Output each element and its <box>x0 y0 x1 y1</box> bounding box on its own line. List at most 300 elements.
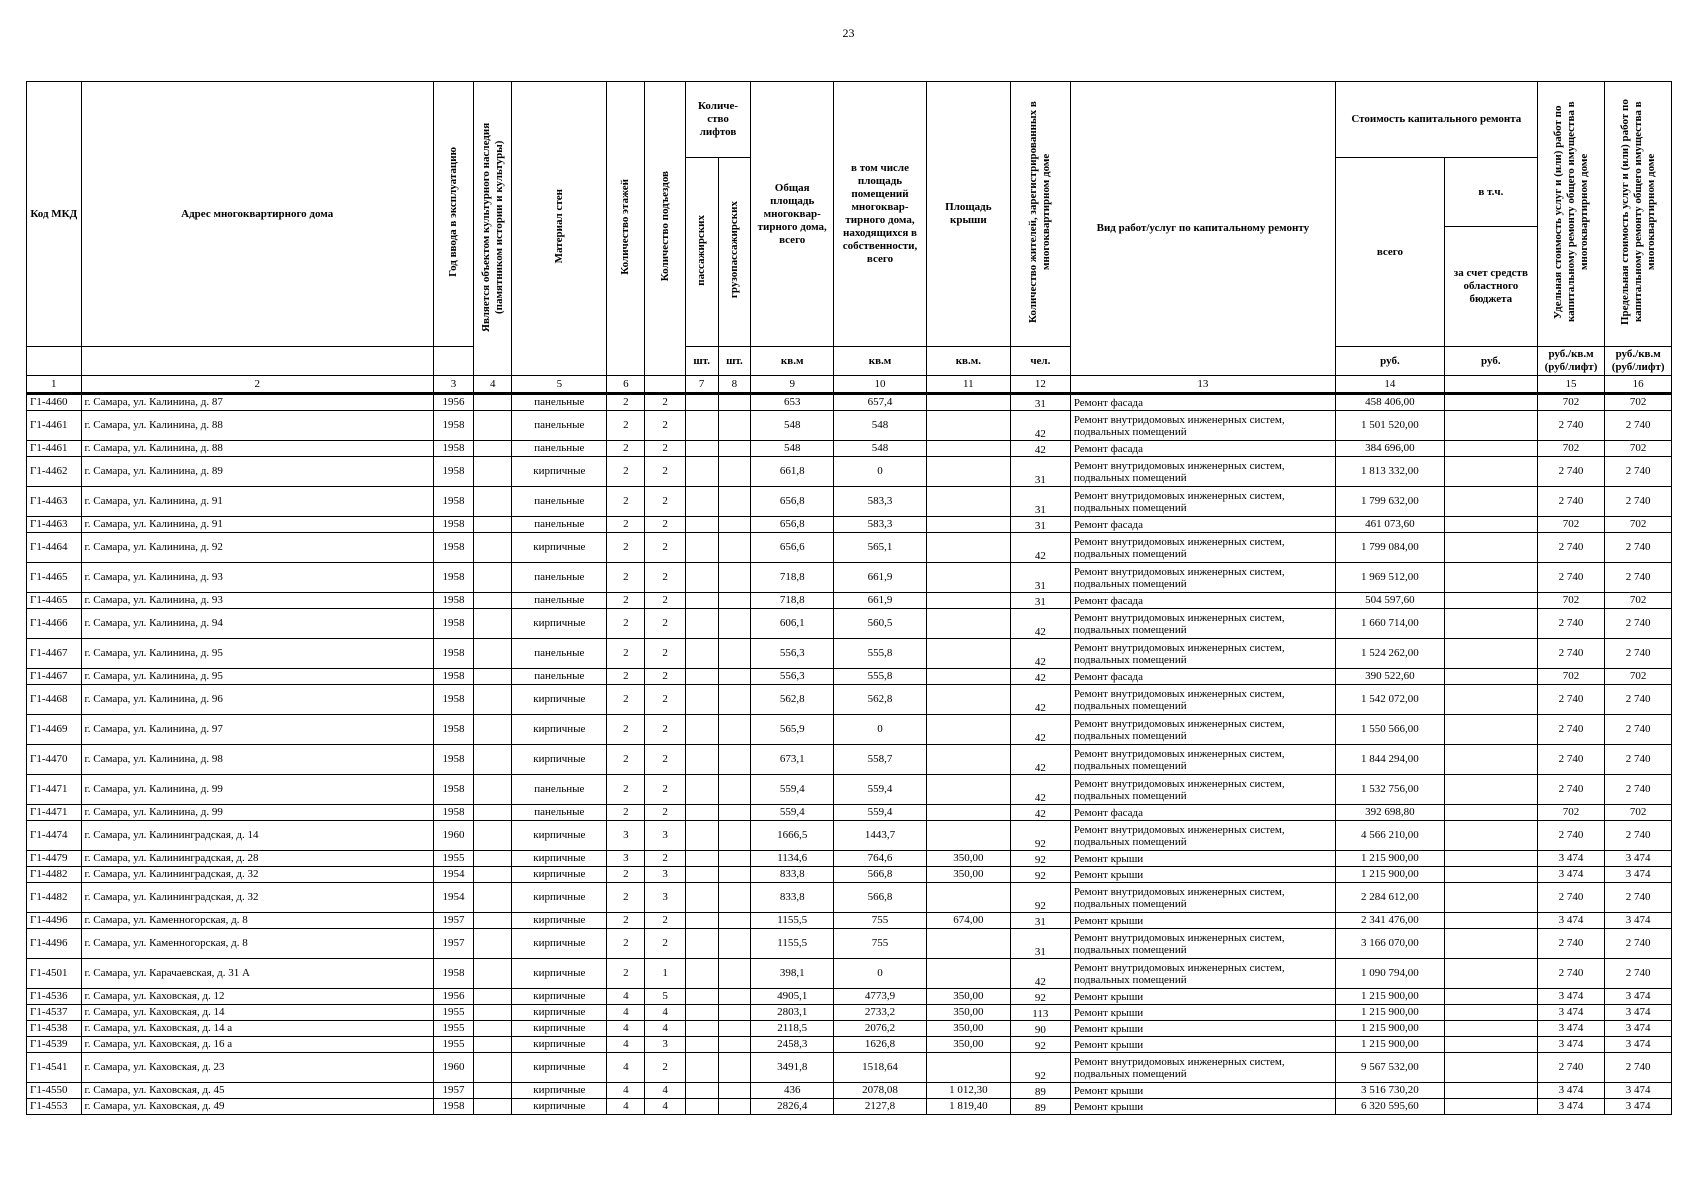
cell-wall: кирпичные <box>512 715 607 745</box>
cell-heritage <box>474 533 512 563</box>
cell-residents: 31 <box>1010 563 1070 593</box>
cell-year: 1958 <box>433 609 473 639</box>
cell-wall: кирпичные <box>512 851 607 867</box>
cell-code: Г1-4470 <box>27 745 82 775</box>
cell-max-cost: 3 474 <box>1605 989 1672 1005</box>
cell-lifts-cargo <box>718 517 751 533</box>
cell-residents: 31 <box>1010 929 1070 959</box>
cell-wall: кирпичные <box>512 1099 607 1115</box>
cell-work-type: Ремонт внутридомовых инженерных систем, подвальных помещений <box>1070 821 1335 851</box>
cell-address: г. Самара, ул. Калинина, д. 94 <box>81 609 433 639</box>
cell-area-owned: 2127,8 <box>834 1099 927 1115</box>
cell-residents: 31 <box>1010 913 1070 929</box>
cell-work-type: Ремонт внутридомовых инженерных систем, подвальных помещений <box>1070 1053 1335 1083</box>
cell-cost-regional <box>1444 517 1537 533</box>
cell-lifts-cargo <box>718 1099 751 1115</box>
cell-work-type: Ремонт внутридомовых инженерных систем, подвальных помещений <box>1070 609 1335 639</box>
cell-lifts-pass <box>685 821 718 851</box>
cell-code: Г1-4461 <box>27 441 82 457</box>
cell-lifts-pass <box>685 913 718 929</box>
cell-area-total: 3491,8 <box>751 1053 834 1083</box>
cell-lifts-pass <box>685 563 718 593</box>
cell-area-owned: 2733,2 <box>834 1005 927 1021</box>
cell-entrances: 2 <box>645 411 685 441</box>
cell-area-total: 718,8 <box>751 593 834 609</box>
cell-area-total: 1666,5 <box>751 821 834 851</box>
cell-roof-area <box>926 883 1010 913</box>
cell-floors: 2 <box>607 745 645 775</box>
cell-code: Г1-4539 <box>27 1037 82 1053</box>
column-number: 16 <box>1605 376 1672 394</box>
cell-entrances: 2 <box>645 487 685 517</box>
cell-floors: 2 <box>607 929 645 959</box>
cell-area-owned: 755 <box>834 929 927 959</box>
cell-floors: 2 <box>607 487 645 517</box>
cell-lifts-pass <box>685 669 718 685</box>
cell-area-owned: 560,5 <box>834 609 927 639</box>
cell-address: г. Самара, ул. Калинина, д. 87 <box>81 394 433 411</box>
cell-lifts-cargo <box>718 457 751 487</box>
cell-residents: 42 <box>1010 411 1070 441</box>
cell-heritage <box>474 1005 512 1021</box>
cell-max-cost: 3 474 <box>1605 913 1672 929</box>
cell-unit-cost: 2 740 <box>1537 959 1605 989</box>
cell-code: Г1-4474 <box>27 821 82 851</box>
cell-entrances: 2 <box>645 715 685 745</box>
cell-cost-total: 1 813 332,00 <box>1335 457 1444 487</box>
unit-sqm: кв.м <box>834 347 927 376</box>
cell-max-cost: 3 474 <box>1605 1037 1672 1053</box>
cell-residents: 92 <box>1010 883 1070 913</box>
cell-heritage <box>474 563 512 593</box>
cell-heritage <box>474 805 512 821</box>
cell-roof-area <box>926 1053 1010 1083</box>
cell-cost-regional <box>1444 883 1537 913</box>
cell-floors: 4 <box>607 1053 645 1083</box>
cell-code: Г1-4501 <box>27 959 82 989</box>
cell-max-cost: 3 474 <box>1605 1083 1672 1099</box>
cell-lifts-cargo <box>718 1053 751 1083</box>
cell-year: 1957 <box>433 929 473 959</box>
cell-area-owned: 559,4 <box>834 805 927 821</box>
cell-code: Г1-4467 <box>27 639 82 669</box>
cell-area-total: 656,8 <box>751 487 834 517</box>
cell-cost-regional <box>1444 441 1537 457</box>
table-row <box>27 805 1672 821</box>
cell-roof-area <box>926 533 1010 563</box>
cell-work-type: Ремонт внутридомовых инженерных систем, подвальных помещений <box>1070 457 1335 487</box>
cell-heritage <box>474 441 512 457</box>
cell-area-total: 4905,1 <box>751 989 834 1005</box>
cell-address: г. Самара, ул. Калинина, д. 99 <box>81 775 433 805</box>
cell-area-total: 833,8 <box>751 883 834 913</box>
cell-cost-regional <box>1444 1099 1537 1115</box>
table-row <box>27 1037 1672 1053</box>
cell-entrances: 4 <box>645 1099 685 1115</box>
cell-floors: 4 <box>607 1037 645 1053</box>
cell-year: 1954 <box>433 867 473 883</box>
cell-address: г. Самара, ул. Калинина, д. 99 <box>81 805 433 821</box>
column-number: 15 <box>1537 376 1605 394</box>
cell-unit-cost: 702 <box>1537 517 1605 533</box>
cell-code: Г1-4460 <box>27 394 82 411</box>
header-code: Код МКД <box>27 82 82 347</box>
cell-max-cost: 702 <box>1605 441 1672 457</box>
cell-max-cost: 2 740 <box>1605 775 1672 805</box>
cell-area-owned: 559,4 <box>834 775 927 805</box>
header-address: Адрес многоквартирного дома <box>81 82 433 347</box>
table-row <box>27 775 1672 805</box>
cell-floors: 4 <box>607 1083 645 1099</box>
cell-entrances: 2 <box>645 913 685 929</box>
cell-entrances: 5 <box>645 989 685 1005</box>
cell-lifts-pass <box>685 883 718 913</box>
cell-entrances: 4 <box>645 1021 685 1037</box>
cell-wall: кирпичные <box>512 685 607 715</box>
cell-year: 1957 <box>433 1083 473 1099</box>
cell-unit-cost: 702 <box>1537 669 1605 685</box>
cell-lifts-cargo <box>718 929 751 959</box>
table-row <box>27 685 1672 715</box>
cell-area-owned: 1518,64 <box>834 1053 927 1083</box>
cell-cost-regional <box>1444 1005 1537 1021</box>
cell-address: г. Самара, ул. Каховская, д. 14 <box>81 1005 433 1021</box>
page-number: 23 <box>842 26 855 40</box>
cell-year: 1958 <box>433 745 473 775</box>
cell-floors: 4 <box>607 1021 645 1037</box>
cell-entrances: 2 <box>645 593 685 609</box>
cell-wall: кирпичные <box>512 959 607 989</box>
cell-heritage <box>474 959 512 989</box>
cell-area-total: 565,9 <box>751 715 834 745</box>
cell-unit-cost: 2 740 <box>1537 883 1605 913</box>
cell-year: 1958 <box>433 685 473 715</box>
cell-residents: 42 <box>1010 639 1070 669</box>
cell-address: г. Самара, ул. Каховская, д. 23 <box>81 1053 433 1083</box>
header-wall: Материал стен <box>512 82 607 376</box>
cell-roof-area <box>926 959 1010 989</box>
cell-entrances: 2 <box>645 441 685 457</box>
cell-lifts-cargo <box>718 851 751 867</box>
cell-lifts-pass <box>685 457 718 487</box>
cell-heritage <box>474 1053 512 1083</box>
cell-wall: кирпичные <box>512 1037 607 1053</box>
cell-area-owned: 1443,7 <box>834 821 927 851</box>
cell-heritage <box>474 929 512 959</box>
column-number: 7 <box>685 376 718 394</box>
table-row <box>27 609 1672 639</box>
cell-wall: панельные <box>512 639 607 669</box>
cell-heritage <box>474 394 512 411</box>
cell-address: г. Самара, ул. Калининградская, д. 32 <box>81 883 433 913</box>
cell-roof-area: 350,00 <box>926 867 1010 883</box>
cell-cost-regional <box>1444 593 1537 609</box>
cell-roof-area <box>926 593 1010 609</box>
cell-area-total: 548 <box>751 441 834 457</box>
cell-year: 1957 <box>433 913 473 929</box>
cell-area-owned: 661,9 <box>834 563 927 593</box>
cell-code: Г1-4482 <box>27 867 82 883</box>
cell-unit-cost: 3 474 <box>1537 1099 1605 1115</box>
cell-residents: 92 <box>1010 989 1070 1005</box>
cell-cost-total: 1 542 072,00 <box>1335 685 1444 715</box>
cell-cost-total: 1 501 520,00 <box>1335 411 1444 441</box>
cell-entrances: 2 <box>645 533 685 563</box>
table-row <box>27 821 1672 851</box>
cell-area-owned: 566,8 <box>834 883 927 913</box>
cell-work-type: Ремонт фасада <box>1070 593 1335 609</box>
cell-residents: 92 <box>1010 1037 1070 1053</box>
cell-lifts-pass <box>685 1021 718 1037</box>
cell-cost-total: 1 090 794,00 <box>1335 959 1444 989</box>
cell-wall: панельные <box>512 805 607 821</box>
cell-cost-regional <box>1444 609 1537 639</box>
cell-work-type: Ремонт фасада <box>1070 441 1335 457</box>
cell-wall: кирпичные <box>512 1005 607 1021</box>
unit-sqm: кв.м <box>751 347 834 376</box>
column-number: 2 <box>81 376 433 394</box>
cell-cost-total: 1 532 756,00 <box>1335 775 1444 805</box>
column-number: 3 <box>433 376 473 394</box>
table-row <box>27 989 1672 1005</box>
cell-floors: 2 <box>607 563 645 593</box>
cell-floors: 2 <box>607 685 645 715</box>
cell-address: г. Самара, ул. Калинина, д. 91 <box>81 517 433 533</box>
cell-code: Г1-4550 <box>27 1083 82 1099</box>
cell-work-type: Ремонт крыши <box>1070 851 1335 867</box>
cell-work-type: Ремонт внутридомовых инженерных систем, подвальных помещений <box>1070 929 1335 959</box>
cell-max-cost: 2 740 <box>1605 457 1672 487</box>
cell-unit-cost: 702 <box>1537 805 1605 821</box>
table-row <box>27 411 1672 441</box>
cell-address: г. Самара, ул. Каховская, д. 49 <box>81 1099 433 1115</box>
cell-lifts-cargo <box>718 1083 751 1099</box>
header-area-owned: в том числе площадь помещений многоквар-тирного дома, находящихся в собственности, всего <box>834 82 927 347</box>
cell-max-cost: 2 740 <box>1605 563 1672 593</box>
cell-area-owned: 755 <box>834 913 927 929</box>
cell-wall: панельные <box>512 487 607 517</box>
cell-heritage <box>474 609 512 639</box>
cell-heritage <box>474 517 512 533</box>
cell-lifts-cargo <box>718 805 751 821</box>
cell-roof-area <box>926 929 1010 959</box>
table-row <box>27 913 1672 929</box>
cell-wall: кирпичные <box>512 913 607 929</box>
cell-lifts-cargo <box>718 669 751 685</box>
cell-unit-cost: 2 740 <box>1537 1053 1605 1083</box>
table-row <box>27 533 1672 563</box>
cell-cost-total: 1 799 084,00 <box>1335 533 1444 563</box>
unit-rub-sqm: руб./кв.м (руб/лифт) <box>1605 347 1672 376</box>
cell-lifts-cargo <box>718 1037 751 1053</box>
table-row <box>27 1099 1672 1115</box>
cell-residents: 31 <box>1010 593 1070 609</box>
cell-cost-regional <box>1444 1053 1537 1083</box>
cell-cost-total: 6 320 595,60 <box>1335 1099 1444 1115</box>
table-row <box>27 639 1672 669</box>
cell-cost-regional <box>1444 745 1537 775</box>
cell-cost-regional <box>1444 821 1537 851</box>
cell-heritage <box>474 821 512 851</box>
table-row <box>27 883 1672 913</box>
cell-wall: кирпичные <box>512 609 607 639</box>
cell-area-total: 1155,5 <box>751 929 834 959</box>
cell-year: 1958 <box>433 487 473 517</box>
cell-cost-total: 1 215 900,00 <box>1335 1037 1444 1053</box>
cell-lifts-pass <box>685 593 718 609</box>
cell-area-total: 2826,4 <box>751 1099 834 1115</box>
cell-wall: кирпичные <box>512 745 607 775</box>
cell-area-total: 2458,3 <box>751 1037 834 1053</box>
header-lifts-pass: пассажирских <box>685 158 718 347</box>
cell-max-cost: 702 <box>1605 805 1672 821</box>
cell-year: 1958 <box>433 959 473 989</box>
cell-heritage <box>474 685 512 715</box>
cell-floors: 2 <box>607 441 645 457</box>
cell-heritage <box>474 411 512 441</box>
cell-address: г. Самара, ул. Калинина, д. 97 <box>81 715 433 745</box>
cell-lifts-cargo <box>718 913 751 929</box>
cell-roof-area <box>926 821 1010 851</box>
cell-floors: 2 <box>607 913 645 929</box>
cell-year: 1955 <box>433 851 473 867</box>
cell-address: г. Самара, ул. Каховская, д. 45 <box>81 1083 433 1099</box>
cell-area-total: 606,1 <box>751 609 834 639</box>
unit-rub-sqm: руб./кв.м (руб/лифт) <box>1537 347 1605 376</box>
cell-heritage <box>474 1021 512 1037</box>
cell-area-owned: 2078,08 <box>834 1083 927 1099</box>
cell-area-owned: 661,9 <box>834 593 927 609</box>
cell-year: 1958 <box>433 517 473 533</box>
header-cost-incl: в т.ч. <box>1444 158 1537 227</box>
cell-lifts-pass <box>685 1037 718 1053</box>
cell-work-type: Ремонт внутридомовых инженерных систем, подвальных помещений <box>1070 411 1335 441</box>
cell-year: 1958 <box>433 715 473 745</box>
header-unit-cost: Удельная стоимость услуг и (или) работ по капитальному ремонту общего имущества в многоквартирном доме <box>1537 82 1605 347</box>
cell-cost-regional <box>1444 1083 1537 1099</box>
cell-entrances: 2 <box>645 929 685 959</box>
cell-wall: кирпичные <box>512 533 607 563</box>
cell-cost-regional <box>1444 394 1537 411</box>
cell-unit-cost: 3 474 <box>1537 913 1605 929</box>
cell-max-cost: 3 474 <box>1605 1099 1672 1115</box>
header-max-cost: Предельная стоимость услуг и (или) работ по капитальному ремонту общего имущества в многоквартирном доме <box>1605 82 1672 347</box>
cell-cost-total: 1 215 900,00 <box>1335 1005 1444 1021</box>
cell-unit-cost: 3 474 <box>1537 851 1605 867</box>
cell-floors: 4 <box>607 1099 645 1115</box>
cell-lifts-cargo <box>718 715 751 745</box>
cell-cost-regional <box>1444 1037 1537 1053</box>
cell-address: г. Самара, ул. Каховская, д. 14 а <box>81 1021 433 1037</box>
cell-heritage <box>474 457 512 487</box>
header-work-type: Вид работ/услуг по капитальному ремонту <box>1070 82 1335 376</box>
cell-roof-area <box>926 639 1010 669</box>
cell-residents: 42 <box>1010 685 1070 715</box>
cell-year: 1958 <box>433 533 473 563</box>
cell-cost-total: 392 698,80 <box>1335 805 1444 821</box>
table-row <box>27 593 1672 609</box>
cell-year: 1956 <box>433 989 473 1005</box>
cell-cost-total: 2 341 476,00 <box>1335 913 1444 929</box>
cell-lifts-pass <box>685 487 718 517</box>
cell-residents: 31 <box>1010 517 1070 533</box>
cell-unit-cost: 3 474 <box>1537 1037 1605 1053</box>
cell-cost-total: 390 522,60 <box>1335 669 1444 685</box>
cell-unit-cost: 3 474 <box>1537 989 1605 1005</box>
cell-max-cost: 3 474 <box>1605 867 1672 883</box>
cell-lifts-cargo <box>718 563 751 593</box>
cell-lifts-pass <box>685 715 718 745</box>
cell-code: Г1-4463 <box>27 487 82 517</box>
cell-unit-cost: 702 <box>1537 394 1605 411</box>
cell-lifts-cargo <box>718 609 751 639</box>
table-row <box>27 394 1672 411</box>
cell-work-type: Ремонт внутридомовых инженерных систем, подвальных помещений <box>1070 959 1335 989</box>
cell-lifts-pass <box>685 805 718 821</box>
cell-lifts-pass <box>685 989 718 1005</box>
table-row <box>27 867 1672 883</box>
cell-year: 1958 <box>433 411 473 441</box>
cell-roof-area <box>926 441 1010 457</box>
cell-area-total: 562,8 <box>751 685 834 715</box>
cell-work-type: Ремонт внутридомовых инженерных систем, подвальных помещений <box>1070 487 1335 517</box>
cell-work-type: Ремонт крыши <box>1070 913 1335 929</box>
cell-entrances: 3 <box>645 867 685 883</box>
cell-area-owned: 583,3 <box>834 487 927 517</box>
cell-work-type: Ремонт крыши <box>1070 1083 1335 1099</box>
cell-work-type: Ремонт фасада <box>1070 517 1335 533</box>
cell-roof-area: 350,00 <box>926 989 1010 1005</box>
table-row <box>27 1053 1672 1083</box>
cell-roof-area <box>926 394 1010 411</box>
cell-year: 1958 <box>433 563 473 593</box>
cell-cost-regional <box>1444 411 1537 441</box>
table-row <box>27 851 1672 867</box>
cell-lifts-pass <box>685 745 718 775</box>
cell-lifts-cargo <box>718 867 751 883</box>
cell-year: 1958 <box>433 593 473 609</box>
cell-max-cost: 702 <box>1605 669 1672 685</box>
column-number: 1 <box>27 376 82 394</box>
cell-cost-total: 1 215 900,00 <box>1335 851 1444 867</box>
table-row <box>27 563 1672 593</box>
cell-cost-total: 3 516 730,20 <box>1335 1083 1444 1099</box>
cell-unit-cost: 3 474 <box>1537 867 1605 883</box>
cell-cost-total: 384 696,00 <box>1335 441 1444 457</box>
cell-residents: 42 <box>1010 775 1070 805</box>
cell-lifts-cargo <box>718 775 751 805</box>
cell-lifts-cargo <box>718 685 751 715</box>
cell-lifts-pass <box>685 1005 718 1021</box>
table-row <box>27 715 1672 745</box>
cell-heritage <box>474 1083 512 1099</box>
cell-heritage <box>474 669 512 685</box>
cell-code: Г1-4465 <box>27 563 82 593</box>
cell-max-cost: 2 740 <box>1605 533 1672 563</box>
cell-area-total: 398,1 <box>751 959 834 989</box>
cell-code: Г1-4468 <box>27 685 82 715</box>
cell-area-owned: 2076,2 <box>834 1021 927 1037</box>
cell-cost-regional <box>1444 685 1537 715</box>
cell-unit-cost: 2 740 <box>1537 715 1605 745</box>
cell-lifts-cargo <box>718 1021 751 1037</box>
cell-wall: панельные <box>512 563 607 593</box>
cell-heritage <box>474 913 512 929</box>
cell-residents: 31 <box>1010 394 1070 411</box>
cell-work-type: Ремонт фасада <box>1070 394 1335 411</box>
cell-heritage <box>474 593 512 609</box>
header-entrances: Количество подъездов <box>645 82 685 376</box>
